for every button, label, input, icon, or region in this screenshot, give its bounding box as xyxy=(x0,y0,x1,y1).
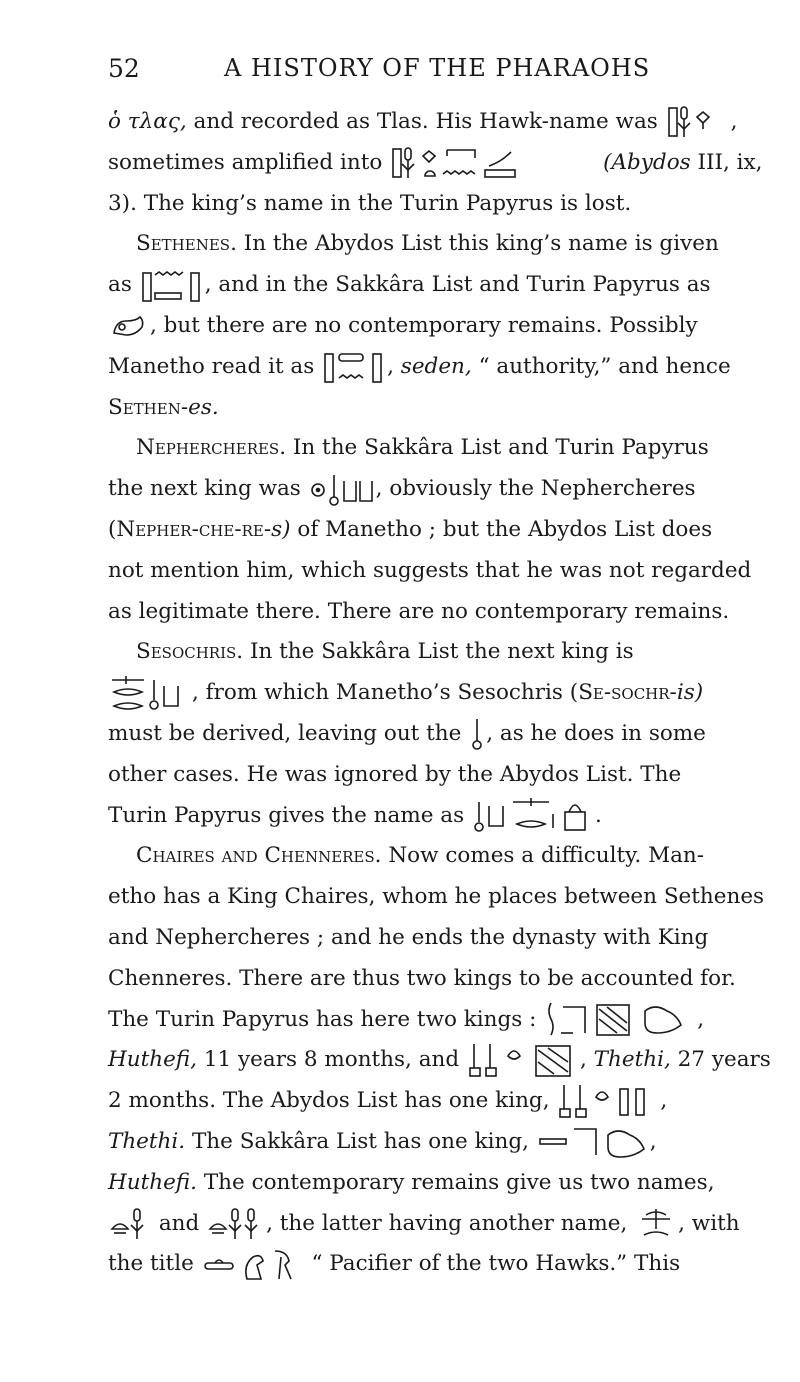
text-run: , xyxy=(660,1088,668,1114)
italic-suffix: is) xyxy=(676,680,704,706)
text-line xyxy=(108,918,708,959)
text-line xyxy=(108,1163,715,1204)
text-run: , but there are no contemporary remains. Possibly xyxy=(150,312,698,338)
text-run: etho has a King Chaires, whom he places between Sethenes xyxy=(108,884,765,910)
text-line xyxy=(108,184,708,225)
hieroglyph-thethi-abydos-icon xyxy=(558,1083,658,1121)
text-run: not mention him, which suggests that he was not regarded xyxy=(108,557,752,583)
text-run: 3). The king’s name in the Turin Papyrus is lost. xyxy=(108,190,632,216)
small-caps-name: (Nepher-che-re- xyxy=(108,516,272,542)
body-text xyxy=(108,102,771,1285)
text-run: “ authority,” and hence xyxy=(471,353,731,379)
text-run: In the Sakkâra List and Turin Papyrus xyxy=(286,435,709,461)
text-run: as legitimate there. There are no contemporary remains. xyxy=(108,598,730,624)
text-line xyxy=(108,1122,708,1163)
text-line xyxy=(108,877,765,918)
text-line xyxy=(108,755,708,796)
hieroglyph-seden-icon xyxy=(323,350,385,384)
citation-title: (Abydos xyxy=(603,149,691,175)
hieroglyph-animal-icon xyxy=(110,313,148,339)
text-line xyxy=(108,1204,740,1245)
text-run: and Nephercheres ; and he ends the dynasty with King xyxy=(108,924,709,950)
text-run: In the Abydos List this king’s name is given xyxy=(236,231,719,257)
italic-name: Huthefi, xyxy=(108,1047,197,1073)
running-title: A HISTORY OF THE PHARAOHS xyxy=(224,54,651,82)
text-line xyxy=(108,388,708,429)
hieroglyph-omitted-sign-icon xyxy=(470,717,484,751)
italic-suffix: s) xyxy=(271,516,291,542)
hieroglyph-sesochris-icon xyxy=(110,676,190,712)
text-line xyxy=(108,224,719,265)
text-line xyxy=(108,510,713,551)
text-run: , from which Manetho’s Sesochris ( xyxy=(192,680,579,706)
text-line xyxy=(108,428,708,469)
text-run: , xyxy=(580,1047,587,1073)
text-run: The Turin Papyrus has here two kings : xyxy=(108,1006,544,1032)
text-line xyxy=(108,347,731,388)
hieroglyph-thethi-turin-icon xyxy=(468,1042,578,1080)
text-line xyxy=(108,796,708,837)
hieroglyph-contemporary-name-2-icon xyxy=(208,1207,264,1241)
text-run: , obviously the Nephercheres xyxy=(375,476,696,502)
text-line xyxy=(108,592,730,633)
section-heading-sesochris: Sesochris. xyxy=(136,639,244,665)
greek-word: ὁ τλας, xyxy=(108,109,187,134)
hieroglyph-amplified-name-icon xyxy=(391,146,601,180)
text-run: and xyxy=(152,1210,207,1236)
hieroglyph-hawk-name-icon xyxy=(667,105,729,139)
text-line xyxy=(108,1040,771,1081)
text-run: 2 months. The Abydos List has one king, xyxy=(108,1088,557,1114)
text-run: The Sakkâra List has one king, xyxy=(185,1128,536,1154)
section-heading-chaires-chenneres: Chaires and Chenneres. xyxy=(136,843,382,869)
text-line xyxy=(108,1244,708,1285)
hieroglyph-title-pacifier-icon xyxy=(203,1247,303,1283)
text-line xyxy=(108,469,708,510)
text-run: , xyxy=(730,109,738,134)
text-run: III, ix, xyxy=(690,149,763,175)
small-caps-name: Sethen- xyxy=(108,394,189,420)
page-header xyxy=(108,54,704,94)
text-run: the next king was xyxy=(108,476,308,502)
hieroglyph-other-name-icon xyxy=(636,1207,676,1241)
italic-word: seden, xyxy=(393,353,472,379)
text-line xyxy=(108,551,752,592)
italic-name: Huthefi. xyxy=(108,1169,197,1195)
text-run: , the latter having another name, xyxy=(266,1210,635,1236)
text-run: Turin Papyrus gives the name as xyxy=(108,802,471,828)
text-run: Chenneres. There are thus two kings to be accounted for. xyxy=(108,965,736,991)
section-heading-sethenes: Sethenes. xyxy=(136,231,237,257)
hieroglyph-nephercheres-icon xyxy=(310,473,374,507)
text-run: sometimes amplified into xyxy=(108,149,390,175)
italic-suffix: es. xyxy=(188,394,219,420)
text-run: , xyxy=(387,353,394,379)
text-run: Manetho read it as xyxy=(108,353,322,379)
text-run: , xyxy=(649,1128,657,1154)
hieroglyph-abydos-sethenes-icon xyxy=(141,269,203,303)
text-run: 11 years 8 months, and xyxy=(196,1047,466,1073)
page-number: 52 xyxy=(108,54,140,83)
hieroglyph-turin-sesochris-icon xyxy=(473,798,593,834)
text-run: 27 years xyxy=(670,1047,771,1073)
text-line xyxy=(108,714,708,755)
text-line xyxy=(108,1000,708,1041)
text-run: the title xyxy=(108,1251,201,1277)
text-line xyxy=(108,306,708,347)
hieroglyph-huthefi-sakkara-icon xyxy=(538,1125,648,1159)
text-run: , and in the Sakkâra List and Turin Papyrus as xyxy=(204,272,711,298)
italic-name: Thethi, xyxy=(586,1047,671,1073)
text-run: “ Pacifier of the two Hawks.” This xyxy=(304,1251,681,1277)
text-line xyxy=(108,143,763,184)
small-caps-name: Se-sochr- xyxy=(578,680,677,706)
text-run: of Manetho ; but the Abydos List does xyxy=(290,516,713,542)
text-line xyxy=(108,102,738,143)
text-run: In the Sakkâra List the next king is xyxy=(243,639,634,665)
text-line xyxy=(108,632,708,673)
text-run: , xyxy=(697,1006,705,1032)
hieroglyph-huthefi-icon xyxy=(545,1001,695,1039)
text-run: , with xyxy=(678,1210,740,1236)
section-heading-nephercheres: Nephercheres. xyxy=(136,435,287,461)
hieroglyph-contemporary-name-1-icon xyxy=(110,1207,150,1241)
text-run: The contemporary remains give us two names, xyxy=(196,1169,715,1195)
text-run: other cases. He was ignored by the Abydos List. The xyxy=(108,761,682,787)
text-line xyxy=(108,836,708,877)
text-run: and recorded as Tlas. His Hawk-name was xyxy=(186,109,665,134)
text-run: as xyxy=(108,272,139,298)
text-line xyxy=(108,673,708,714)
text-line xyxy=(108,1081,708,1122)
text-run: , as he does in some xyxy=(486,720,706,746)
italic-name: Thethi. xyxy=(108,1128,186,1154)
text-line xyxy=(108,265,711,306)
text-run: Now comes a difficulty. Man- xyxy=(381,843,705,869)
text-line xyxy=(108,959,736,1000)
text-run: . xyxy=(594,802,602,828)
text-run: must be derived, leaving out the xyxy=(108,720,469,746)
